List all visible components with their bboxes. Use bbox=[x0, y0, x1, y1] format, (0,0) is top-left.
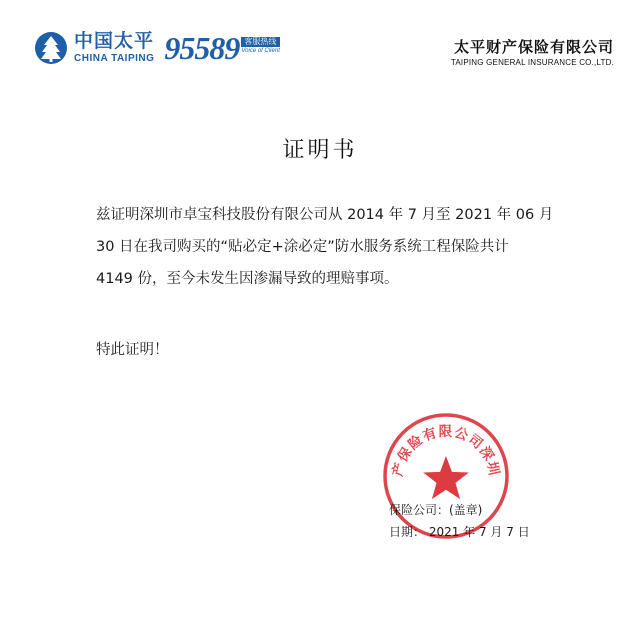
hotline-sub: Voice of Client bbox=[241, 47, 280, 54]
certificate-body bbox=[96, 199, 566, 295]
signature-block bbox=[389, 499, 530, 543]
brand-name-block bbox=[74, 31, 154, 65]
brand-name-en: CHINA TAIPING bbox=[74, 53, 155, 64]
signature-company: 保险公司：(盖章) bbox=[389, 503, 483, 517]
body-line: 4149 份，至今未发生因渗漏导致的理赔事项。 bbox=[96, 271, 399, 287]
closing-statement: 特此证明！ bbox=[96, 342, 169, 358]
brand-header bbox=[34, 28, 280, 68]
hotline-tag bbox=[241, 37, 279, 54]
svg-text:太平财产保险有限公司深圳分公司: 产保险有限公司深圳 bbox=[389, 424, 503, 478]
body-line: 兹证明深圳市卓宝科技股份有限公司从 2014 年 7 月至 2021 年 06 月 bbox=[96, 207, 554, 223]
company-name-cn: 太平财产保险有限公司 bbox=[453, 38, 614, 56]
document-title: 证明书 bbox=[282, 138, 358, 163]
body-line: 30 日在我司购买的“贴必定+涂必定”防水服务系统工程保险共计 bbox=[96, 239, 509, 255]
brand-name-cn: 中国太平 bbox=[74, 30, 155, 52]
hotline-number: 95589 bbox=[164, 30, 240, 66]
china-taiping-logo-icon bbox=[34, 31, 68, 65]
company-header bbox=[451, 38, 614, 68]
hotline-label: 客服热线 bbox=[241, 37, 279, 47]
signature-date: 日期： 2021 年 7 月 7 日 bbox=[389, 525, 530, 539]
company-name-en: TAIPING GENERAL INSURANCE CO.,LTD. bbox=[450, 58, 614, 67]
